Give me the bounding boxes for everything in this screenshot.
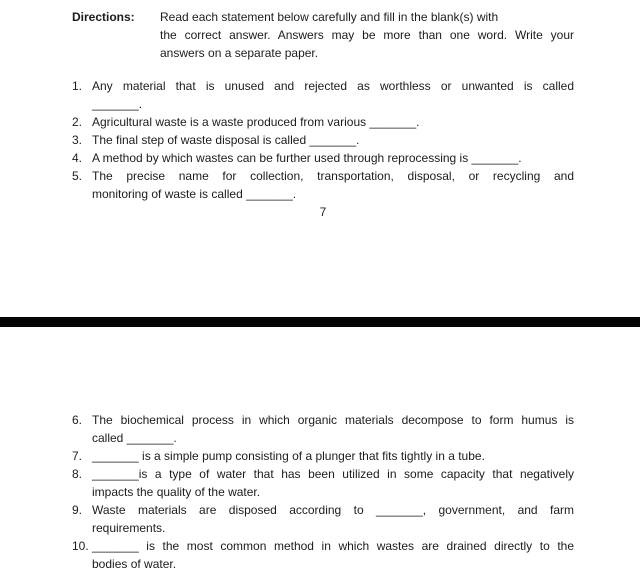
question-text bbox=[92, 167, 574, 203]
directions-line: Read each statement below carefully and fill in the blank(s) with bbox=[160, 10, 499, 24]
question-number: 2. bbox=[72, 115, 83, 129]
question-number: 5. bbox=[72, 169, 83, 183]
question-number: 3. bbox=[72, 133, 83, 147]
question-text bbox=[92, 465, 574, 501]
question-number: 9. bbox=[72, 503, 83, 517]
question-line: A method by which wastes can be further used through reprocessing is _______. bbox=[92, 151, 522, 165]
question-number: 4. bbox=[72, 151, 83, 165]
question-line: _______. bbox=[92, 97, 143, 111]
question-line: _______ is the most common method in which wastes are drained directly to the bbox=[92, 539, 574, 553]
question-item-2 bbox=[72, 113, 574, 131]
question-item-8 bbox=[72, 465, 574, 501]
page-break-bar bbox=[0, 317, 640, 327]
question-text bbox=[92, 149, 574, 167]
question-item-4 bbox=[72, 149, 574, 167]
question-line: The precise name for collection, transportation, disposal, or recycling and bbox=[92, 169, 574, 183]
question-item-6 bbox=[72, 411, 574, 447]
question-text bbox=[92, 537, 574, 573]
question-line: monitoring of waste is called _______. bbox=[92, 187, 297, 201]
question-line: The final step of waste disposal is called _______. bbox=[92, 133, 360, 147]
directions-line: answers on a separate paper. bbox=[160, 46, 319, 60]
question-line: Any material that is unused and rejected as worthless or unwanted is called bbox=[92, 79, 574, 93]
question-line: _______is a type of water that has been utilized in some capacity that negatively bbox=[92, 467, 574, 481]
question-line: called _______. bbox=[92, 431, 177, 445]
directions-label: Directions: bbox=[72, 10, 135, 24]
directions-line: the correct answer. Answers may be more than one word. Write your bbox=[160, 28, 574, 42]
question-line: bodies of water. bbox=[92, 557, 177, 571]
question-item-3 bbox=[72, 131, 574, 149]
question-line: _______ is a simple pump consisting of a plunger that fits tightly in a tube. bbox=[92, 449, 485, 463]
question-line: Agricultural waste is a waste produced from various _______. bbox=[92, 115, 420, 129]
question-text bbox=[92, 447, 574, 465]
question-number: 10. bbox=[72, 539, 89, 553]
question-line: Waste materials are disposed according to _______, government, and farm bbox=[92, 503, 574, 517]
question-item-1 bbox=[72, 77, 574, 113]
question-text bbox=[92, 131, 574, 149]
question-line: The biochemical process in which organic materials decompose to form humus is bbox=[92, 413, 574, 427]
worksheet-page-bottom bbox=[0, 327, 640, 582]
question-number: 8. bbox=[72, 467, 83, 481]
question-item-9 bbox=[72, 501, 574, 537]
question-number: 1. bbox=[72, 79, 83, 93]
question-item-7 bbox=[72, 447, 574, 465]
directions-block bbox=[72, 8, 574, 62]
question-text bbox=[92, 501, 574, 537]
question-number: 6. bbox=[72, 413, 83, 427]
question-item-10 bbox=[72, 537, 574, 573]
question-number: 7. bbox=[72, 449, 83, 463]
question-line: requirements. bbox=[92, 521, 166, 535]
page-number: 7 bbox=[319, 205, 327, 219]
question-text bbox=[92, 77, 574, 113]
question-item-5 bbox=[72, 167, 574, 203]
question-line: impacts the quality of the water. bbox=[92, 485, 261, 499]
question-text bbox=[92, 113, 574, 131]
directions-text bbox=[160, 8, 574, 62]
question-text bbox=[92, 411, 574, 447]
